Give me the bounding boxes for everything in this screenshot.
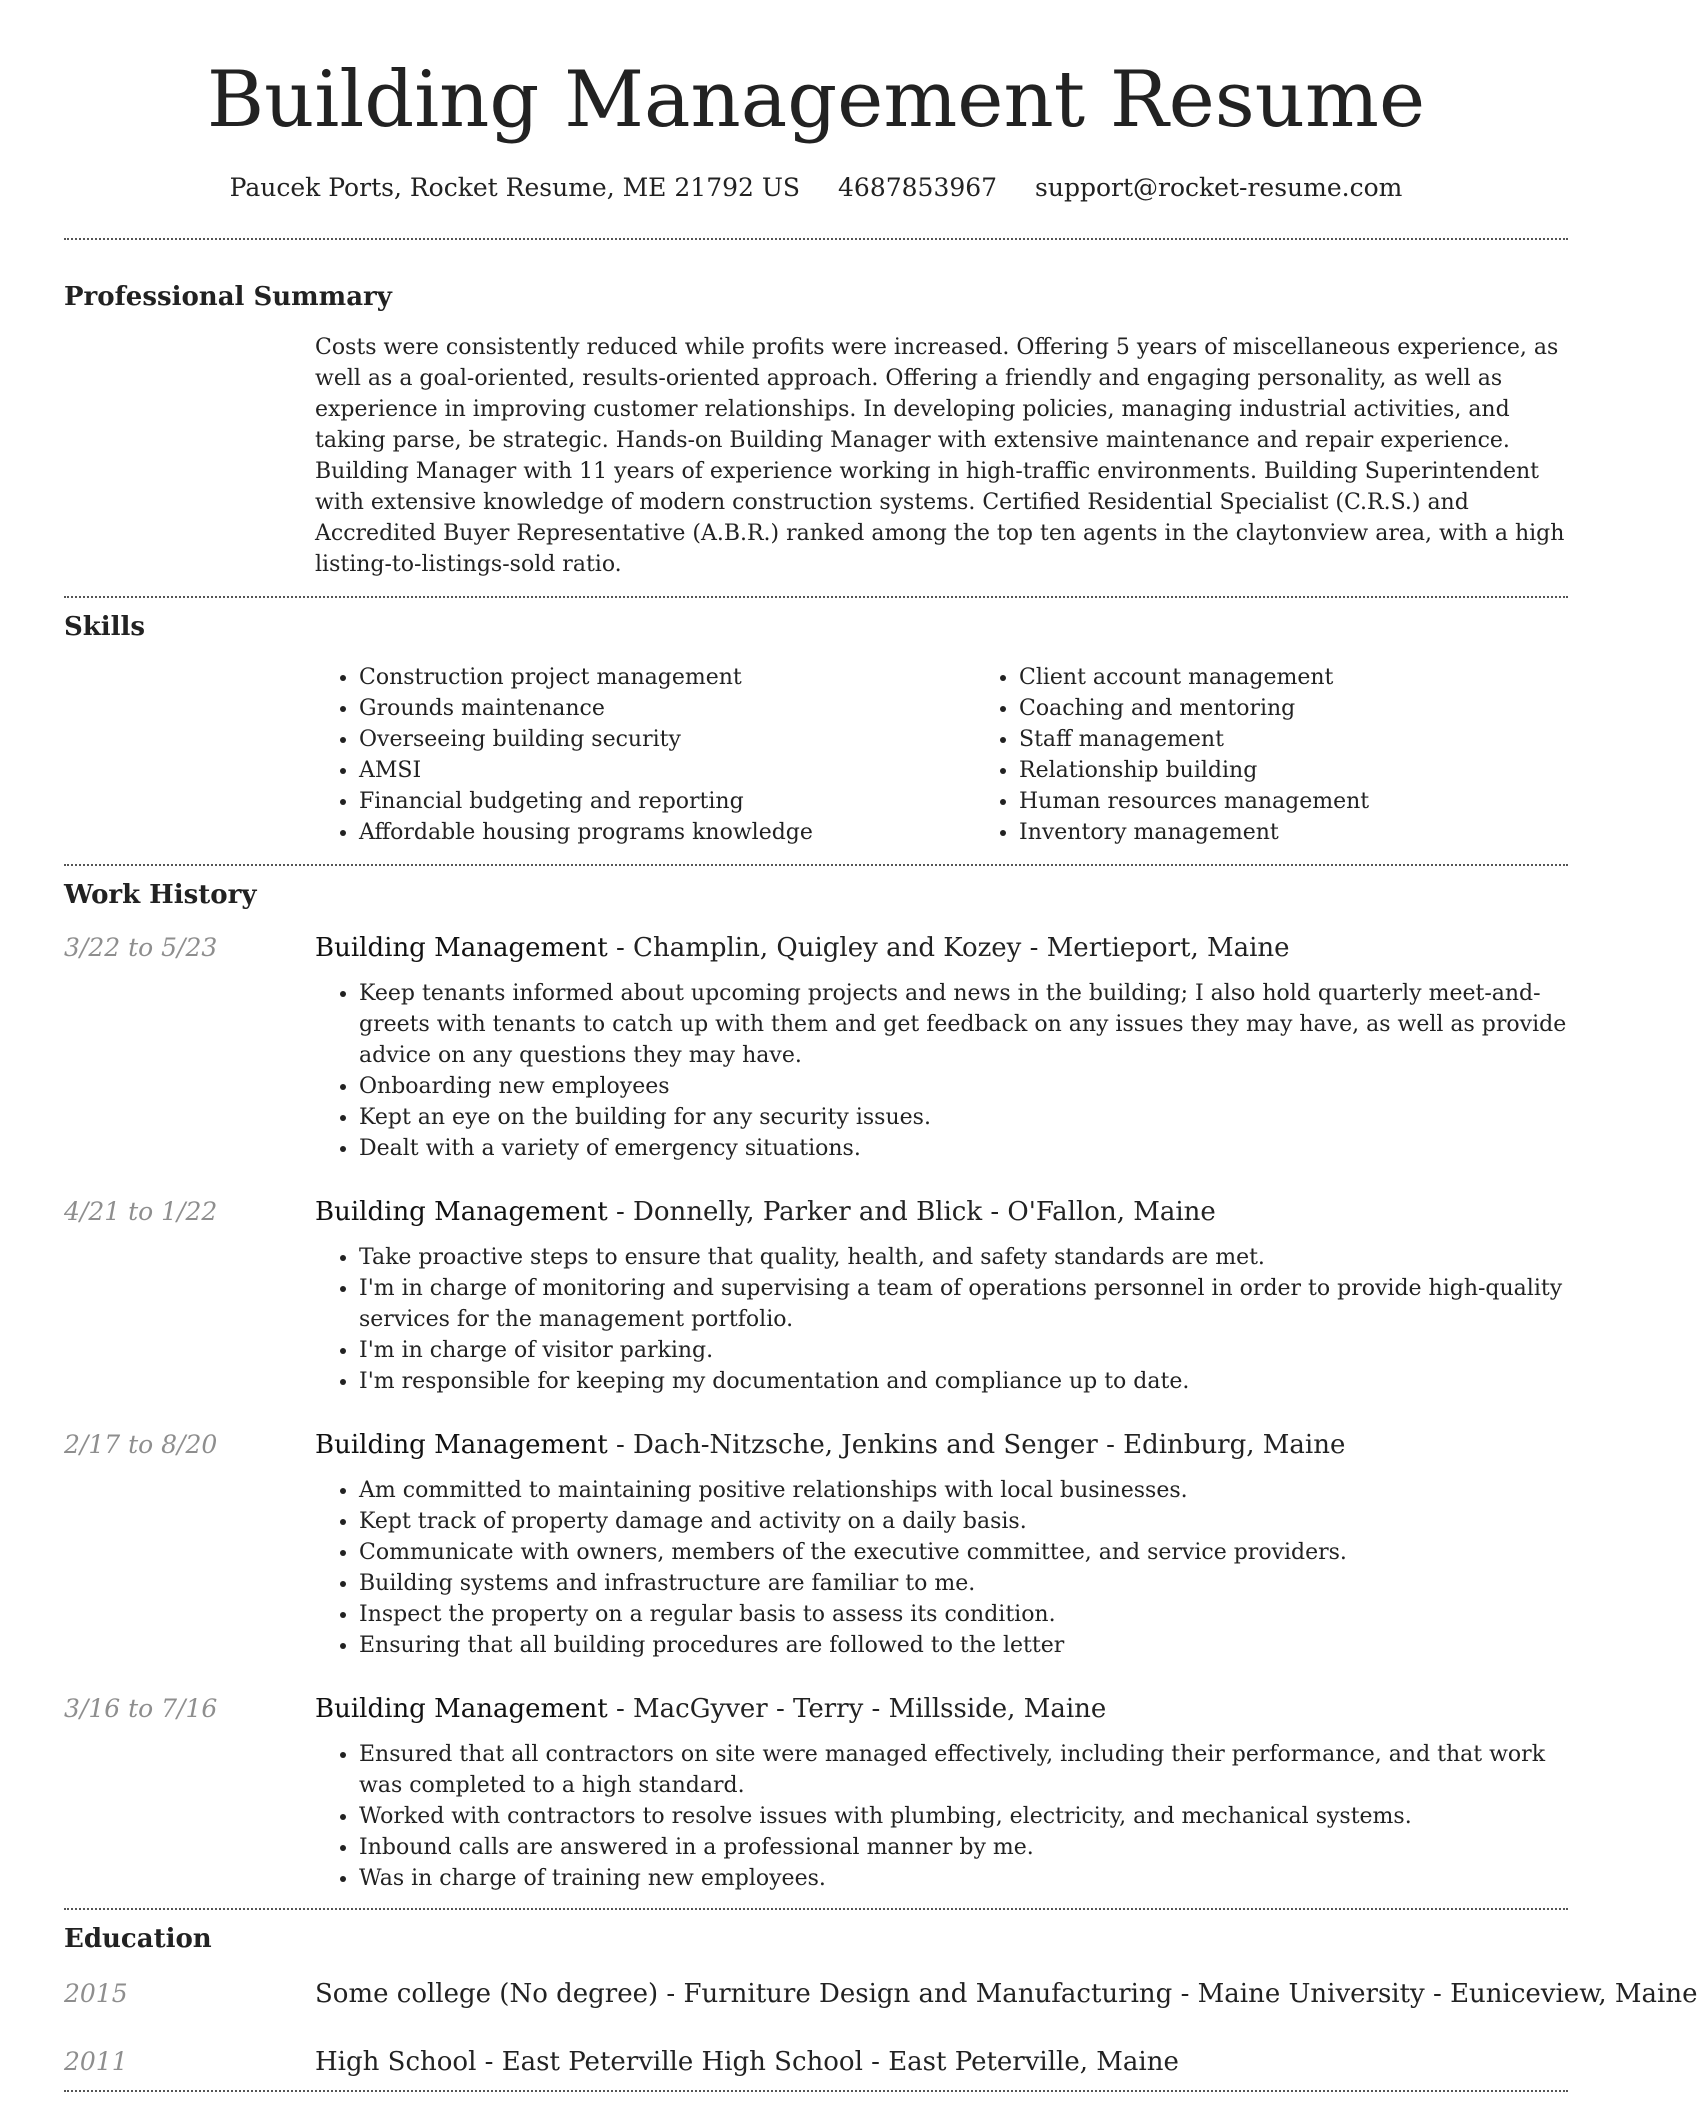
job-bullet: • Worked with contractors to resolve issues with plumbing, electricity, and mechanical systems. <box>359 1801 1568 1832</box>
skill-item: • Inventory management <box>1019 817 1568 848</box>
skill-item: • Staff management <box>1019 724 1568 755</box>
job-employer: - Dach-Nitzsche, Jenkins and Senger - Edinburg, Maine <box>607 1430 1346 1460</box>
job-bullet: • Inspect the property on a regular basis to assess its condition. <box>359 1599 1568 1630</box>
job-bullets <box>315 1739 1568 1894</box>
job-entry <box>64 1427 1568 1661</box>
job-bullet: • Onboarding new employees <box>359 1071 1568 1102</box>
skill-item: • Relationship building <box>1019 755 1568 786</box>
job-employer: - Donnelly, Parker and Blick - O'Fallon, Maine <box>607 1197 1216 1227</box>
job-bullets <box>315 1242 1568 1397</box>
job-bullets <box>315 978 1568 1164</box>
divider <box>64 596 1568 598</box>
job-dates: 3/22 to 5/23 <box>64 933 218 962</box>
job-dates: 3/16 to 7/16 <box>64 1694 218 1723</box>
job-title: Building Management <box>315 1694 608 1724</box>
job-entry <box>64 1194 1568 1397</box>
divider <box>64 238 1568 240</box>
skill-item: • Overseeing building security <box>359 724 975 755</box>
section-title-skills: Skills <box>64 612 146 642</box>
job-bullet: • Kept an eye on the building for any security issues. <box>359 1102 1568 1133</box>
education-degree: High School - East Peterville High School <box>315 2047 863 2077</box>
contact-address: Paucek Ports, Rocket Resume, ME 21792 US <box>229 173 801 202</box>
job-dates: 4/21 to 1/22 <box>64 1197 218 1226</box>
resume-title: Building Management Resume <box>206 55 1426 145</box>
job-dates: 2/17 to 8/20 <box>64 1430 218 1459</box>
contact-phone: 4687853967 <box>838 173 998 202</box>
skill-item: • Client account management <box>1019 662 1568 693</box>
education-section <box>64 1922 1697 2080</box>
education-school: - East Peterville, Maine <box>862 2047 1179 2077</box>
education-year: 2015 <box>64 1979 128 2008</box>
contact-line <box>64 170 1568 206</box>
job-bullet: • Ensured that all contractors on site were managed effectively, including their performance, and that work was completed to a high standard. <box>359 1739 1568 1801</box>
section-title-summary: Professional Summary <box>64 282 392 312</box>
summary-section <box>64 280 1568 580</box>
summary-spacer <box>64 332 315 580</box>
education-detail <box>315 1976 1697 2012</box>
skill-item: • Coaching and mentoring <box>1019 693 1568 724</box>
job-bullet: • Communicate with owners, members of the executive committee, and service providers. <box>359 1537 1568 1568</box>
section-title-education: Education <box>64 1924 212 1954</box>
job-title: Building Management <box>315 1430 608 1460</box>
job-entry <box>64 930 1568 1164</box>
section-title-work: Work History <box>64 880 257 910</box>
skills-list-right <box>975 662 1568 848</box>
job-bullet: • Inbound calls are answered in a professional manner by me. <box>359 1832 1568 1863</box>
job-heading <box>315 1427 1568 1463</box>
resume-content <box>64 0 1697 2092</box>
divider <box>64 864 1568 866</box>
education-year: 2011 <box>64 2047 128 2076</box>
education-detail <box>315 2044 1568 2080</box>
summary-text: Costs were consistently reduced while profits were increased. Offering 5 years of miscellaneous experience, as well as a goal-oriented, results-oriented approach. Offering a friendly and engaging personality, as well as experience in improving customer relationships. In developing policies, managing industrial activities, and taking parse, be strategic. Hands-on Building Manager with extensive maintenance and repair experience. Building Manager with 11 years of experience working in high-traffic environments. Building Superintendent with extensive knowledge of modern construction systems. Certified Residential Specialist (C.R.S.) and Accredited Buyer Representative (A.B.R.) ranked among the top ten agents in the claytonview area, with a high listing-to-listings-sold ratio. <box>315 335 1565 577</box>
job-entry <box>64 1691 1568 1894</box>
education-school: - Maine University - Euniceview, Maine <box>1172 1979 1697 2009</box>
job-bullet: • Kept track of property damage and activity on a daily basis. <box>359 1506 1568 1537</box>
education-entry <box>64 1976 1697 2012</box>
job-bullet: • Was in charge of training new employees. <box>359 1863 1568 1894</box>
job-bullet: • I'm in charge of visitor parking. <box>359 1335 1568 1366</box>
skill-item: • Human resources management <box>1019 786 1568 817</box>
job-bullet: • Building systems and infrastructure are familiar to me. <box>359 1568 1568 1599</box>
job-employer: - Champlin, Quigley and Kozey - Mertieport, Maine <box>607 933 1290 963</box>
job-employer: - MacGyver - Terry - Millsside, Maine <box>607 1694 1107 1724</box>
job-bullet: • Keep tenants informed about upcoming projects and news in the building; I also hold quarterly meet-and-greets with tenants to catch up with them and get feedback on any issues they may have, as well as provide advice on any questions they may have. <box>359 978 1568 1071</box>
skill-item: • AMSI <box>359 755 975 786</box>
work-section <box>64 878 1568 1894</box>
skills-list-left <box>315 662 975 848</box>
job-bullet: • I'm responsible for keeping my documentation and compliance up to date. <box>359 1366 1568 1397</box>
job-heading <box>315 930 1568 966</box>
education-degree: Some college (No degree) - Furniture Design and Manufacturing <box>315 1979 1173 2009</box>
divider <box>64 2090 1568 2092</box>
job-bullet: • Ensuring that all building procedures are followed to the letter <box>359 1630 1568 1661</box>
job-bullet: • Take proactive steps to ensure that quality, health, and safety standards are met. <box>359 1242 1568 1273</box>
contact-email: support@rocket-resume.com <box>1035 173 1403 202</box>
skill-item: • Affordable housing programs knowledge <box>359 817 975 848</box>
skill-item: • Financial budgeting and reporting <box>359 786 975 817</box>
skill-item: • Construction project management <box>359 662 975 693</box>
job-bullet: • Dealt with a variety of emergency situations. <box>359 1133 1568 1164</box>
job-title: Building Management <box>315 933 608 963</box>
skill-item: • Grounds maintenance <box>359 693 975 724</box>
job-heading <box>315 1194 1568 1230</box>
education-entry <box>64 2044 1568 2080</box>
skills-spacer <box>64 662 315 848</box>
job-bullet: • I'm in charge of monitoring and supervising a team of operations personnel in order to provide high-quality services for the management portfolio. <box>359 1273 1568 1335</box>
divider <box>64 1908 1568 1910</box>
job-title: Building Management <box>315 1197 608 1227</box>
job-bullet: • Am committed to maintaining positive relationships with local businesses. <box>359 1475 1568 1506</box>
job-heading <box>315 1691 1568 1727</box>
skills-section <box>64 610 1568 848</box>
job-bullets <box>315 1475 1568 1661</box>
